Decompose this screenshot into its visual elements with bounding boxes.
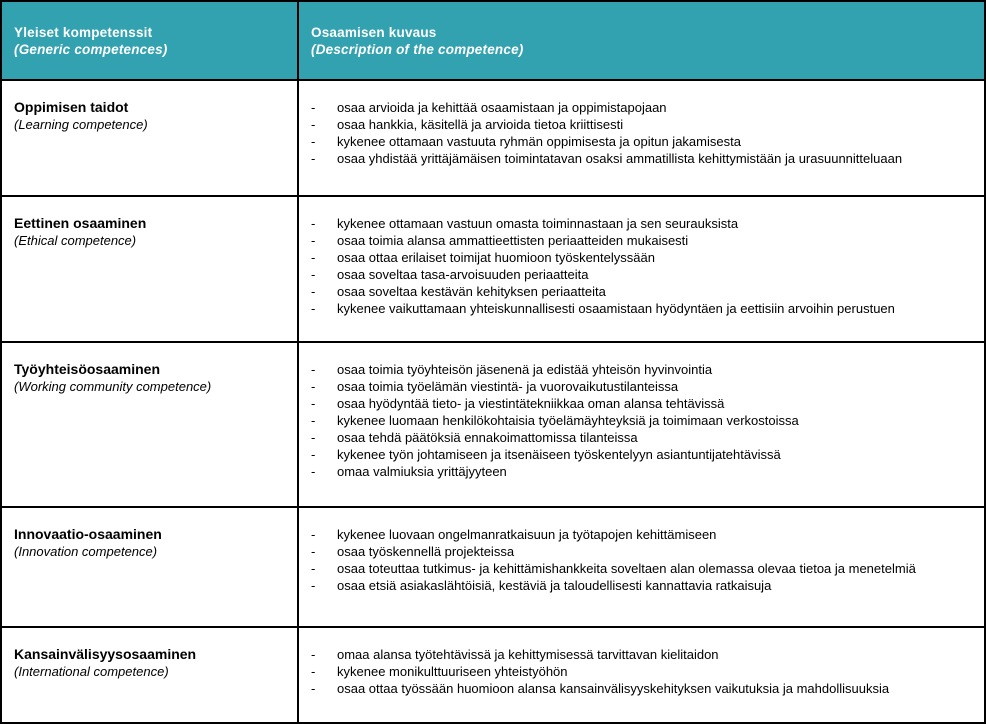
bullet-text: kykenee luomaan henkilökohtaisia työelämäyhteyksiä ja toimimaan verkostoissa — [337, 413, 799, 428]
header-cell-generic-competences — [2, 2, 299, 79]
bullet-item — [311, 560, 976, 577]
bullet-dash: - — [311, 527, 316, 542]
bullet-item — [311, 249, 976, 266]
competence-subtitle: (International competence) — [14, 664, 169, 679]
competence-subtitle: (Innovation competence) — [14, 544, 158, 559]
bullet-item — [311, 577, 976, 594]
bullet-text: osaa soveltaa tasa-arvoisuuden periaatteita — [337, 267, 589, 282]
competence-description-cell — [299, 628, 984, 722]
bullet-text: osaa etsiä asiakaslähtöisiä, kestäviä ja taloudellisesti kannattavia ratkaisuja — [337, 578, 772, 593]
bullet-text: osaa toteuttaa tutkimus- ja kehittämishankkeita soveltaen alan olemassa olevaa tietoa ja menetelmiä — [337, 561, 916, 576]
bullet-list — [311, 361, 976, 480]
table-row-learning-competence — [2, 79, 984, 195]
bullet-item — [311, 429, 976, 446]
table-row-international-competence — [2, 626, 984, 722]
bullet-item — [311, 378, 976, 395]
bullet-item — [311, 680, 976, 697]
bullet-text: kykenee monikulttuuriseen yhteistyöhön — [337, 664, 568, 679]
bullet-item — [311, 99, 976, 116]
competence-description-cell — [299, 343, 984, 506]
bullet-dash: - — [311, 362, 316, 377]
competence-title: Eettinen osaaminen — [14, 215, 147, 231]
competence-title: Kansainvälisyysosaaminen — [14, 646, 197, 662]
bullet-dash: - — [311, 233, 316, 248]
bullet-dash: - — [311, 301, 316, 316]
bullet-dash: - — [311, 464, 316, 479]
bullet-dash: - — [311, 134, 316, 149]
bullet-dash: - — [311, 100, 316, 115]
bullet-dash: - — [311, 250, 316, 265]
bullet-text: kykenee vaikuttamaan yhteiskunnallisesti osaamistaan hyödyntäen ja eettisiin arvoihin perustuen — [337, 301, 895, 316]
competence-description-cell — [299, 81, 984, 195]
bullet-item — [311, 412, 976, 429]
bullet-item — [311, 543, 976, 560]
bullet-item — [311, 266, 976, 283]
bullet-text: kykenee ottamaan vastuuta ryhmän oppimisesta ja opitun jakamisesta — [337, 134, 741, 149]
bullet-dash: - — [311, 117, 316, 132]
bullet-dash: - — [311, 379, 316, 394]
bullet-text: kykenee luovaan ongelmanratkaisuun ja työtapojen kehittämiseen — [337, 527, 717, 542]
bullet-dash: - — [311, 430, 316, 445]
bullet-item — [311, 232, 976, 249]
competence-name-cell — [2, 628, 299, 722]
table-row-innovation-competence — [2, 506, 984, 626]
competence-subtitle: (Learning competence) — [14, 117, 148, 132]
bullet-text: osaa yhdistää yrittäjämäisen toimintatavan osaksi ammatillista kehittymistään ja urasuunnitteluaan — [337, 151, 903, 166]
bullet-item — [311, 395, 976, 412]
table-row-ethical-competence — [2, 195, 984, 341]
bullet-dash: - — [311, 647, 316, 662]
bullet-text: osaa soveltaa kestävän kehityksen periaatteita — [337, 284, 606, 299]
bullet-item — [311, 283, 976, 300]
bullet-text: osaa toimia työyhteisön jäsenenä ja edistää yhteisön hyvinvointia — [337, 362, 713, 377]
bullet-dash: - — [311, 681, 316, 696]
bullet-dash: - — [311, 413, 316, 428]
header-col2-title: Osaamisen kuvaus — [311, 25, 437, 40]
competence-description-cell — [299, 508, 984, 626]
bullet-item — [311, 663, 976, 680]
bullet-dash: - — [311, 151, 316, 166]
bullet-text: osaa tehdä päätöksiä ennakoimattomissa tilanteissa — [337, 430, 638, 445]
bullet-dash: - — [311, 578, 316, 593]
bullet-text: osaa hyödyntää tieto- ja viestintätekniikkaa oman alansa tehtävissä — [337, 396, 725, 411]
bullet-dash: - — [311, 267, 316, 282]
bullet-dash: - — [311, 216, 316, 231]
competence-title: Oppimisen taidot — [14, 99, 129, 115]
header-cell-description — [299, 2, 984, 79]
bullet-text: osaa toimia työelämän viestintä- ja vuorovaikutustilanteissa — [337, 379, 679, 394]
bullet-dash: - — [311, 544, 316, 559]
bullet-item — [311, 215, 976, 232]
header-col1-title: Yleiset kompetenssit — [14, 25, 153, 40]
competence-name-cell — [2, 197, 299, 341]
bullet-item — [311, 133, 976, 150]
competence-title: Innovaatio-osaaminen — [14, 526, 162, 542]
bullet-list — [311, 215, 976, 317]
bullet-dash: - — [311, 561, 316, 576]
bullet-item — [311, 300, 976, 317]
bullet-text: osaa ottaa työssään huomioon alansa kansainvälisyyskehityksen vaikutuksia ja mahdollisuuksia — [337, 681, 890, 696]
bullet-list — [311, 646, 976, 697]
table-row-working-community-competence — [2, 341, 984, 506]
competence-name-cell — [2, 81, 299, 195]
bullet-item — [311, 526, 976, 543]
competence-title: Työyhteisöosaaminen — [14, 361, 161, 377]
bullet-text: kykenee ottamaan vastuun omasta toiminnastaan ja sen seurauksista — [337, 216, 739, 231]
bullet-text: omaa alansa työtehtävissä ja kehittymisessä tarvittavan kielitaidon — [337, 647, 719, 662]
bullet-dash: - — [311, 447, 316, 462]
bullet-text: kykenee työn johtamiseen ja itsenäiseen työskentelyyn asiantuntijatehtävissä — [337, 447, 781, 462]
bullet-item — [311, 646, 976, 663]
bullet-item — [311, 116, 976, 133]
bullet-text: osaa työskennellä projekteissa — [337, 544, 515, 559]
table-header-row — [2, 2, 984, 79]
competence-name-cell — [2, 508, 299, 626]
competence-subtitle: (Ethical competence) — [14, 233, 137, 248]
header-col2-subtitle: (Description of the competence) — [311, 42, 524, 57]
bullet-text: osaa arvioida ja kehittää osaamistaan ja oppimistapojaan — [337, 100, 667, 115]
bullet-text: osaa hankkia, käsitellä ja arvioida tietoa kriittisesti — [337, 117, 624, 132]
competence-name-cell — [2, 343, 299, 506]
bullet-dash: - — [311, 664, 316, 679]
bullet-dash: - — [311, 284, 316, 299]
competence-subtitle: (Working community competence) — [14, 379, 212, 394]
bullet-item — [311, 446, 976, 463]
bullet-text: osaa toimia alansa ammattieettisten periaatteiden mukaisesti — [337, 233, 689, 248]
bullet-text: omaa valmiuksia yrittäjyyteen — [337, 464, 507, 479]
bullet-text: osaa ottaa erilaiset toimijat huomioon työskentelyssään — [337, 250, 655, 265]
bullet-item — [311, 150, 976, 167]
bullet-item — [311, 463, 976, 480]
bullet-dash: - — [311, 396, 316, 411]
bullet-list — [311, 99, 976, 167]
bullet-list — [311, 526, 976, 594]
competence-description-cell — [299, 197, 984, 341]
bullet-item — [311, 361, 976, 378]
header-col1-subtitle: (Generic competences) — [14, 42, 168, 57]
